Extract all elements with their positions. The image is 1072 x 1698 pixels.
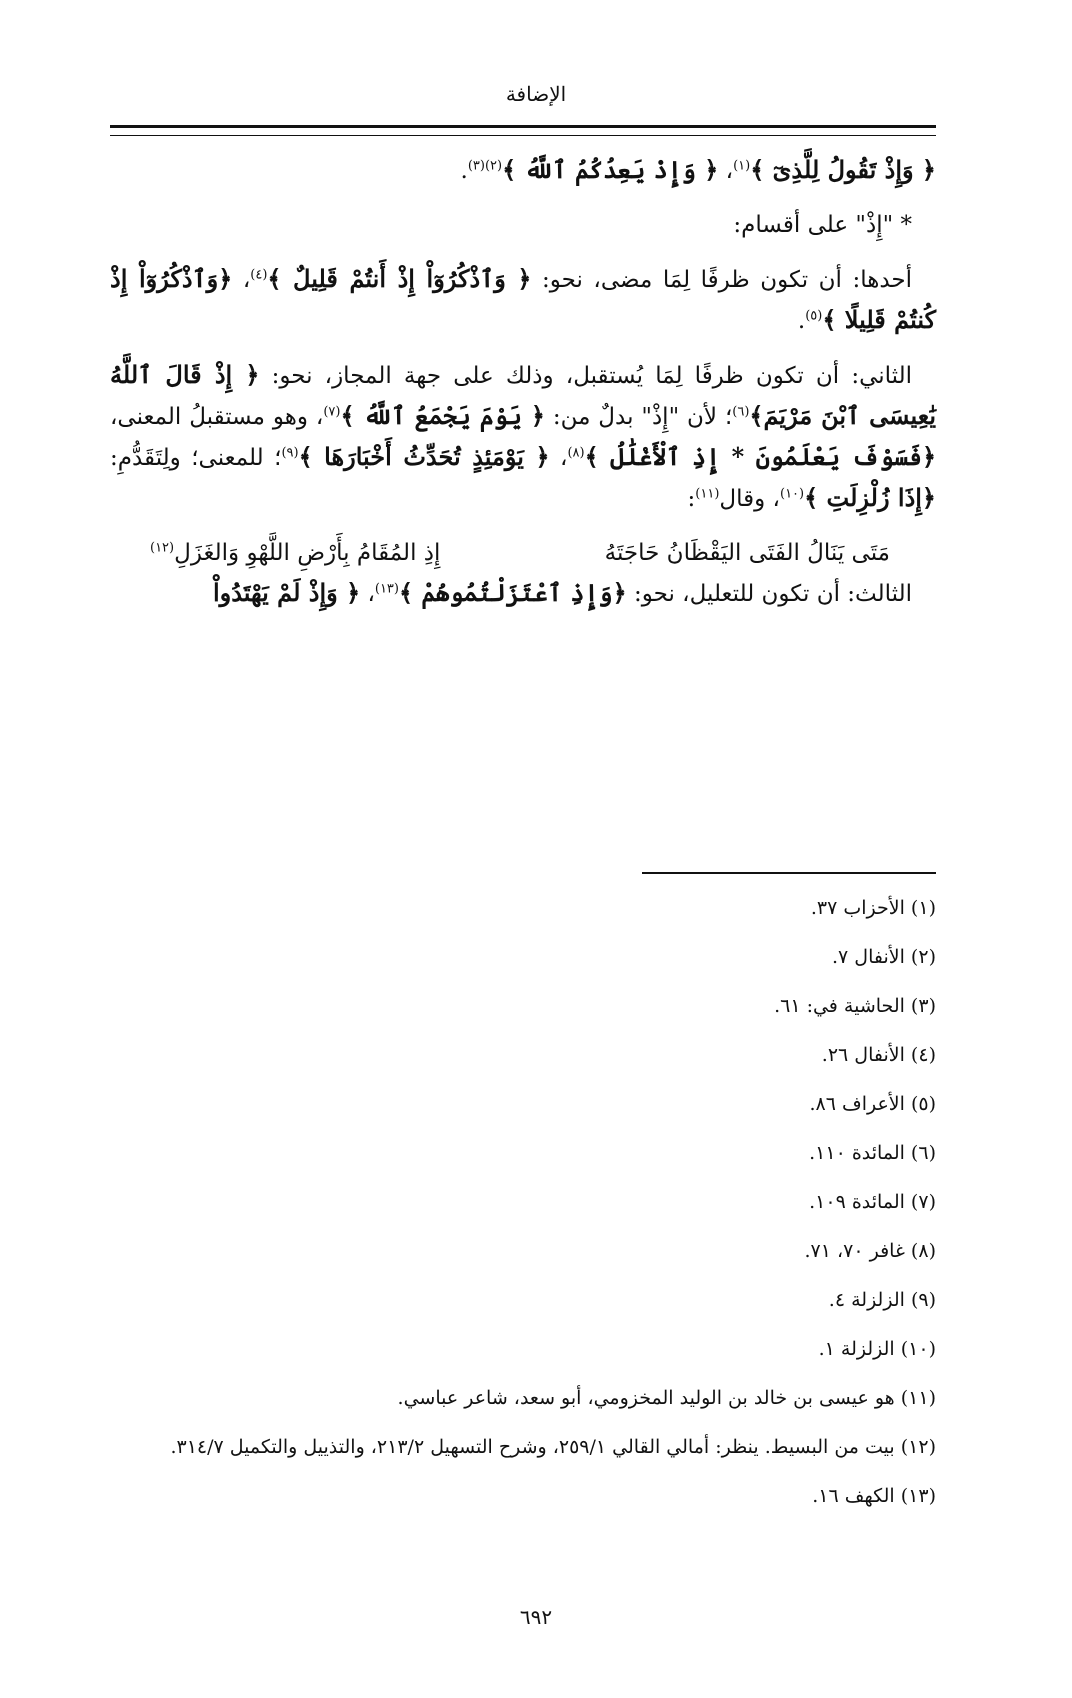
footnote-ref: (٢)(٣) <box>467 158 503 174</box>
text-run: : <box>687 486 696 512</box>
footnote-separator <box>642 872 936 874</box>
text-run: ، <box>718 158 734 184</box>
footnote-ref: (٨) <box>567 445 585 461</box>
footnote-ref: (٥) <box>805 308 823 324</box>
poetry-verse <box>110 533 936 573</box>
text-run: ، وهو مستقبلُ المعنى، <box>110 404 324 430</box>
footnote-ref: (١٠) <box>779 486 805 502</box>
footnote-ref: (١) <box>733 158 751 174</box>
page-header-title: الإضافة <box>505 82 567 106</box>
text-run: ؛ للمعنى؛ ولِتَقَدُّمِ: <box>110 445 282 471</box>
footnote-ref: (٧) <box>323 404 341 420</box>
quran-quote: ﴿ وَإِذْ لَمْ يَهْتَدُواْ <box>212 578 361 607</box>
footnote-item: (٢) الأنفال ٧. <box>831 946 936 968</box>
footnote-item: (٦) المائدة ١١٠. <box>809 1142 936 1164</box>
footnote-item: (١٠) الزلزلة ١. <box>818 1338 936 1360</box>
text-run: . <box>460 158 468 184</box>
footnote-ref: (١٢) <box>150 540 175 556</box>
footnote-item: (٨) غافر ٧٠، ٧١. <box>804 1240 936 1262</box>
footnote-item: (١٣) الكهف ١٦. <box>812 1485 936 1507</box>
quran-quote: ﴿إِذَا زُلْزِلَتِ ﴾ <box>804 483 936 512</box>
text-run: ، وقال <box>719 486 780 512</box>
header-rule-thick <box>110 125 936 128</box>
text-run: ، <box>549 445 568 471</box>
paragraph-5 <box>110 573 936 614</box>
text-run: أحدها: أن تكون ظرفًا لِمَا مضى، نحو: <box>531 267 913 293</box>
paragraph-1 <box>110 150 936 191</box>
text-run: ؛ لأن "إِذْ" بدلٌ من: <box>544 404 733 430</box>
footnote-ref: (١٣) <box>374 581 399 597</box>
footnote-item: (١٢) بيت من البسيط. ينظر: أمالي القالي ٢٥٩/١، وشرح التسهيل ٢١٣/٢، والتذييل والتكميل ٣١٤/٧. <box>170 1436 936 1458</box>
verse-hemistich-1: مَتَى يَنَالُ الفَتَى اليَقْظَانُ حَاجَتَهُ <box>604 540 890 566</box>
text-run: . <box>797 308 806 334</box>
main-text <box>110 150 936 628</box>
text-run: ، <box>360 581 375 607</box>
footnotes-list <box>110 888 936 1525</box>
quran-quote: ﴿وَٱذْكُرُوٓاْ إِذْ كُنتُمْ قَلِيلًا ﴾ <box>110 264 936 334</box>
text-run: * "إِذْ" على أقسام: <box>733 212 912 238</box>
footnote-ref: (٤) <box>250 267 268 283</box>
quran-quote: ﴿ وَٱذْكُرُوٓاْ إِذْ أَنتُمْ قَلِيلٌ ﴾ <box>267 264 532 293</box>
quran-quote: ﴿فَسَوْفَ يَعْلَمُونَ * إِذِ ٱلْأَغْلَٰلُ ﴾ <box>584 442 937 471</box>
paragraph-3 <box>110 259 936 341</box>
footnote-item: (٣) الحاشية في: ٦١. <box>774 995 936 1017</box>
footnote-item: (١) الأحزاب ٣٧. <box>810 897 936 919</box>
verse-hemistich-2-text: إِذِ المُقَامُ بِأَرْضِ اللَّهْوِ وَالغَزَلِ <box>174 540 441 566</box>
footnote-item: (٤) الأنفال ٢٦. <box>821 1044 936 1066</box>
footnote-ref: (٩) <box>281 445 299 461</box>
text-run: ، <box>232 267 251 293</box>
quran-quote: ﴿ وَإِذْ يَعِدُكُمُ ٱللَّهُ ﴾ <box>502 155 719 184</box>
footnote-ref: (٦) <box>732 404 750 420</box>
quran-quote: ﴿ إِذْ قَالَ ٱللَّهُ يَٰعِيسَى ٱبْنَ مَرْيَمَ﴾ <box>110 360 936 430</box>
footnote-ref: (١١) <box>695 486 720 502</box>
paragraph-4 <box>110 355 936 519</box>
verse-hemistich-2 <box>150 533 440 573</box>
header-rule-thin <box>110 135 936 136</box>
quran-quote: ﴿وَإِذِ ٱعْتَزَلْتُمُوهُمْ ﴾ <box>399 578 627 607</box>
text-run: الثالث: أن تكون للتعليل، نحو: <box>626 581 912 607</box>
quran-quote: ﴿ وَإِذْ تَقُولُ لِلَّذِىٓ ﴾ <box>750 155 936 184</box>
quran-quote: ﴿ يَوْمَئِذٍ تُحَدِّثُ أَخْبَارَهَا ﴾ <box>298 442 550 471</box>
footnote-item: (٧) المائدة ١٠٩. <box>809 1191 936 1213</box>
footnote-item: (٩) الزلزلة ٤. <box>828 1289 936 1311</box>
quran-quote: ﴿ يَوْمَ يَجْمَعُ ٱللَّهُ ﴾ <box>340 401 545 430</box>
footnote-item: (٥) الأعراف ٨٦. <box>809 1093 936 1115</box>
paragraph-2 <box>110 205 936 245</box>
page-number: ٦٩٢ <box>519 1605 553 1629</box>
text-run: الثاني: أن تكون ظرفًا لِمَا يُستقبل، وذلك على جهة المجاز، نحو: <box>259 363 912 389</box>
footnote-item: (١١) هو عيسى بن خالد بن الوليد المخزومي، أبو سعد، شاعر عباسي. <box>397 1387 936 1409</box>
